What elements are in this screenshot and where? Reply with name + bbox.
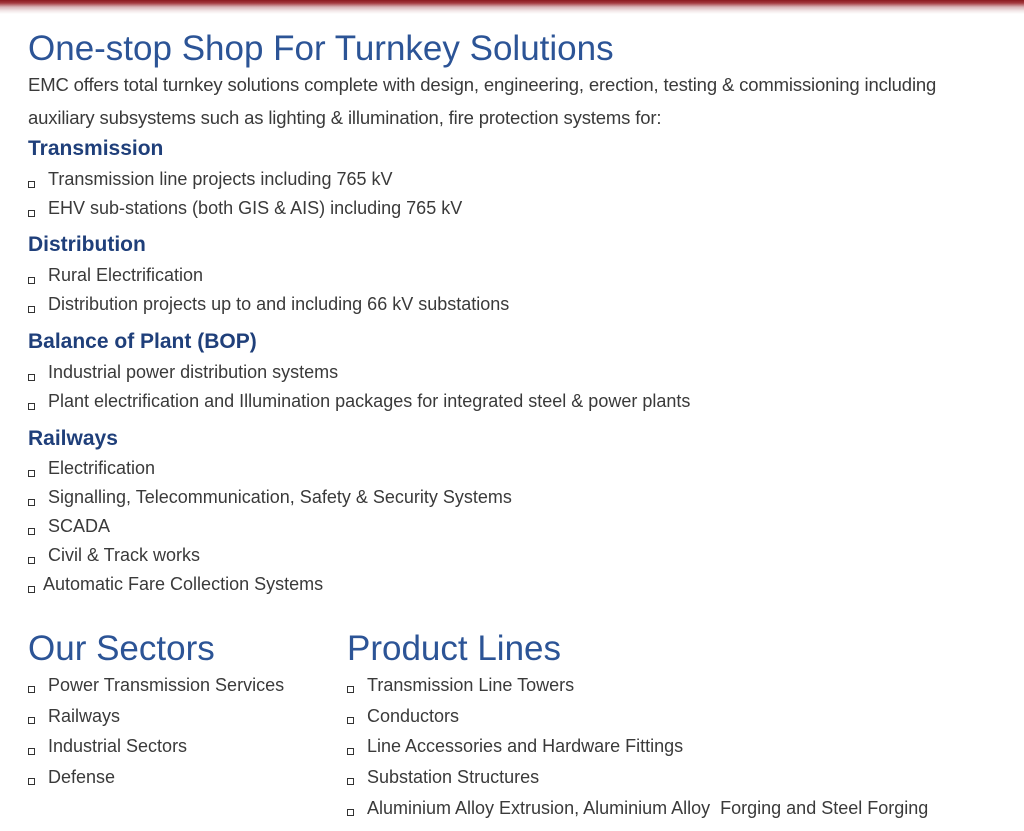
list-item-text: Distribution projects up to and including 66 kV substations (48, 294, 510, 314)
square-bullet-icon (28, 499, 35, 506)
list-item-text: Plant electrification and Illumination packages for integrated steel & power plants (48, 391, 691, 411)
square-bullet-icon (28, 686, 35, 693)
products-title: Product Lines (347, 629, 562, 668)
list-item-text: Defense (48, 767, 116, 788)
list-item (28, 290, 509, 319)
list-item (28, 670, 284, 701)
square-bullet-icon (28, 778, 35, 785)
page-title: One-stop Shop For Turnkey Solutions (28, 29, 614, 68)
square-bullet-icon (347, 686, 354, 693)
square-bullet-icon (347, 809, 354, 816)
list-item (28, 701, 284, 732)
square-bullet-icon (347, 748, 354, 755)
distribution-list (28, 261, 509, 319)
square-bullet-icon (28, 306, 35, 313)
list-item (347, 670, 928, 701)
list-item-text: Transmission line projects including 765 kV (48, 169, 393, 189)
list-item-text: SCADA (48, 516, 111, 536)
square-bullet-icon (28, 374, 35, 381)
list-item (347, 793, 928, 824)
list-item-text: Transmission Line Towers (367, 675, 575, 695)
list-item-text: Automatic Fare Collection Systems (43, 574, 324, 594)
square-bullet-icon (28, 181, 35, 188)
square-bullet-icon (28, 717, 35, 724)
square-bullet-icon (28, 586, 35, 593)
sectors-title: Our Sectors (28, 629, 215, 668)
list-item-text: EHV sub-stations (both GIS & AIS) including 765 kV (48, 198, 463, 218)
square-bullet-icon (347, 778, 354, 785)
list-item-text: Industrial power distribution systems (48, 362, 339, 382)
square-bullet-icon (28, 557, 35, 564)
list-item-text: Railways (48, 705, 121, 726)
list-item (28, 194, 462, 223)
list-item-text: Aluminium Alloy Extrusion, Aluminium Alloy Forging and Steel Forging (367, 797, 929, 818)
list-item-text: Industrial Sectors (48, 736, 188, 757)
list-item-text: Substation Structures (367, 767, 540, 788)
list-item-text: Power Transmission Services (48, 675, 285, 695)
list-item (28, 541, 512, 570)
list-item-text: Conductors (367, 705, 460, 726)
square-bullet-icon (28, 277, 35, 284)
list-item-text: Rural Electrification (48, 265, 204, 285)
list-item (347, 701, 928, 732)
square-bullet-icon (28, 403, 35, 410)
square-bullet-icon (347, 717, 354, 724)
list-item-text: Civil & Track works (48, 545, 201, 565)
list-item-text: Line Accessories and Hardware Fittings (367, 736, 684, 757)
list-item (28, 261, 509, 290)
list-item-text: Signalling, Telecommunication, Safety & Security Systems (48, 487, 512, 507)
list-item (347, 762, 928, 793)
square-bullet-icon (28, 470, 35, 477)
section-title-distribution: Distribution (28, 233, 146, 256)
transmission-list (28, 165, 462, 223)
square-bullet-icon (28, 528, 35, 535)
list-item (28, 165, 462, 194)
list-item (28, 387, 690, 416)
railways-list (28, 454, 512, 599)
section-title-transmission: Transmission (28, 137, 164, 160)
square-bullet-icon (28, 748, 35, 755)
list-item (28, 454, 512, 483)
products-list (347, 670, 928, 823)
square-bullet-icon (28, 210, 35, 217)
list-item (347, 731, 928, 762)
top-accent-bar (0, 0, 1024, 14)
list-item-text: Electrification (48, 458, 156, 478)
list-item (28, 512, 512, 541)
bop-list (28, 358, 690, 416)
section-title-bop: Balance of Plant (BOP) (28, 330, 257, 353)
intro-paragraph: EMC offers total turnkey solutions complete with design, engineering, erection, testing & commissioning including auxiliary subsystems such as lighting & illumination, fire protection systems for: (28, 74, 937, 128)
section-title-railways: Railways (28, 427, 118, 450)
list-item (28, 483, 512, 512)
list-item (28, 762, 284, 793)
list-item (28, 731, 284, 762)
list-item (28, 570, 512, 599)
list-item (28, 358, 690, 387)
sectors-list (28, 670, 284, 793)
